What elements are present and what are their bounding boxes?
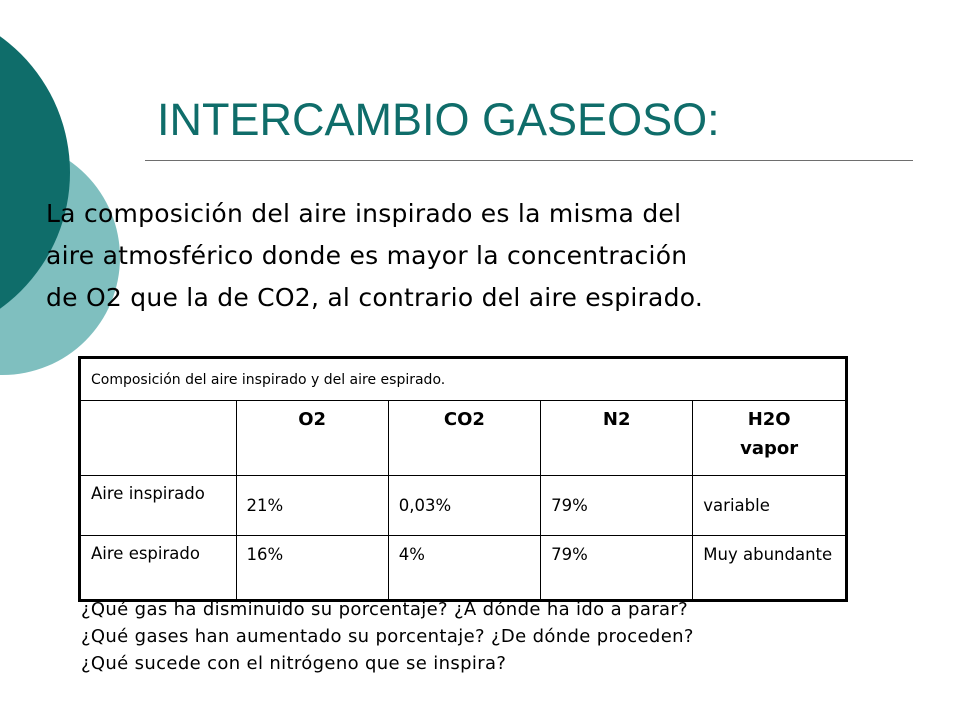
table-header-empty xyxy=(80,401,237,476)
row-label: Aire espirado xyxy=(80,536,237,601)
slide-title: INTERCAMBIO GASEOSO: xyxy=(157,94,720,145)
question-line: ¿Qué gas ha disminuido su porcentaje? ¿A dónde ha ido a parar? xyxy=(81,599,688,620)
table-cell: 79% xyxy=(541,476,693,536)
table-header-co2: CO2 xyxy=(388,401,540,476)
title-underline xyxy=(145,160,913,161)
table-cell: 16% xyxy=(236,536,388,601)
table-header-row xyxy=(80,401,847,476)
table-cell: 4% xyxy=(388,536,540,601)
air-composition-table xyxy=(78,356,848,602)
table-header-n2: N2 xyxy=(541,401,693,476)
table-row xyxy=(80,476,847,536)
question-line: ¿Qué sucede con el nitrógeno que se inspira? xyxy=(81,653,507,674)
intro-paragraph xyxy=(46,193,926,319)
table-caption-row xyxy=(80,358,847,401)
table-cell: Muy abundante xyxy=(693,536,847,601)
table-header-h2o-line: vapor xyxy=(740,438,799,459)
row-label: Aire inspirado xyxy=(80,476,237,536)
table-cell: 21% xyxy=(236,476,388,536)
intro-line: La composición del aire inspirado es la misma del xyxy=(46,199,682,228)
intro-line: aire atmosférico donde es mayor la concentración xyxy=(46,241,688,270)
table-cell: 79% xyxy=(541,536,693,601)
table-header-o2: O2 xyxy=(236,401,388,476)
table-header-h2o xyxy=(693,401,847,476)
table-header-h2o-line: H2O xyxy=(747,409,791,430)
table-cell: variable xyxy=(693,476,847,536)
table-caption: Composición del aire inspirado y del aire espirado. xyxy=(80,358,847,401)
question-line: ¿Qué gases han aumentado su porcentaje? ¿De dónde proceden? xyxy=(81,626,694,647)
questions-block xyxy=(81,596,694,677)
table-cell: 0,03% xyxy=(388,476,540,536)
intro-line: de O2 que la de CO2, al contrario del aire espirado. xyxy=(46,283,704,312)
table-row xyxy=(80,536,847,601)
